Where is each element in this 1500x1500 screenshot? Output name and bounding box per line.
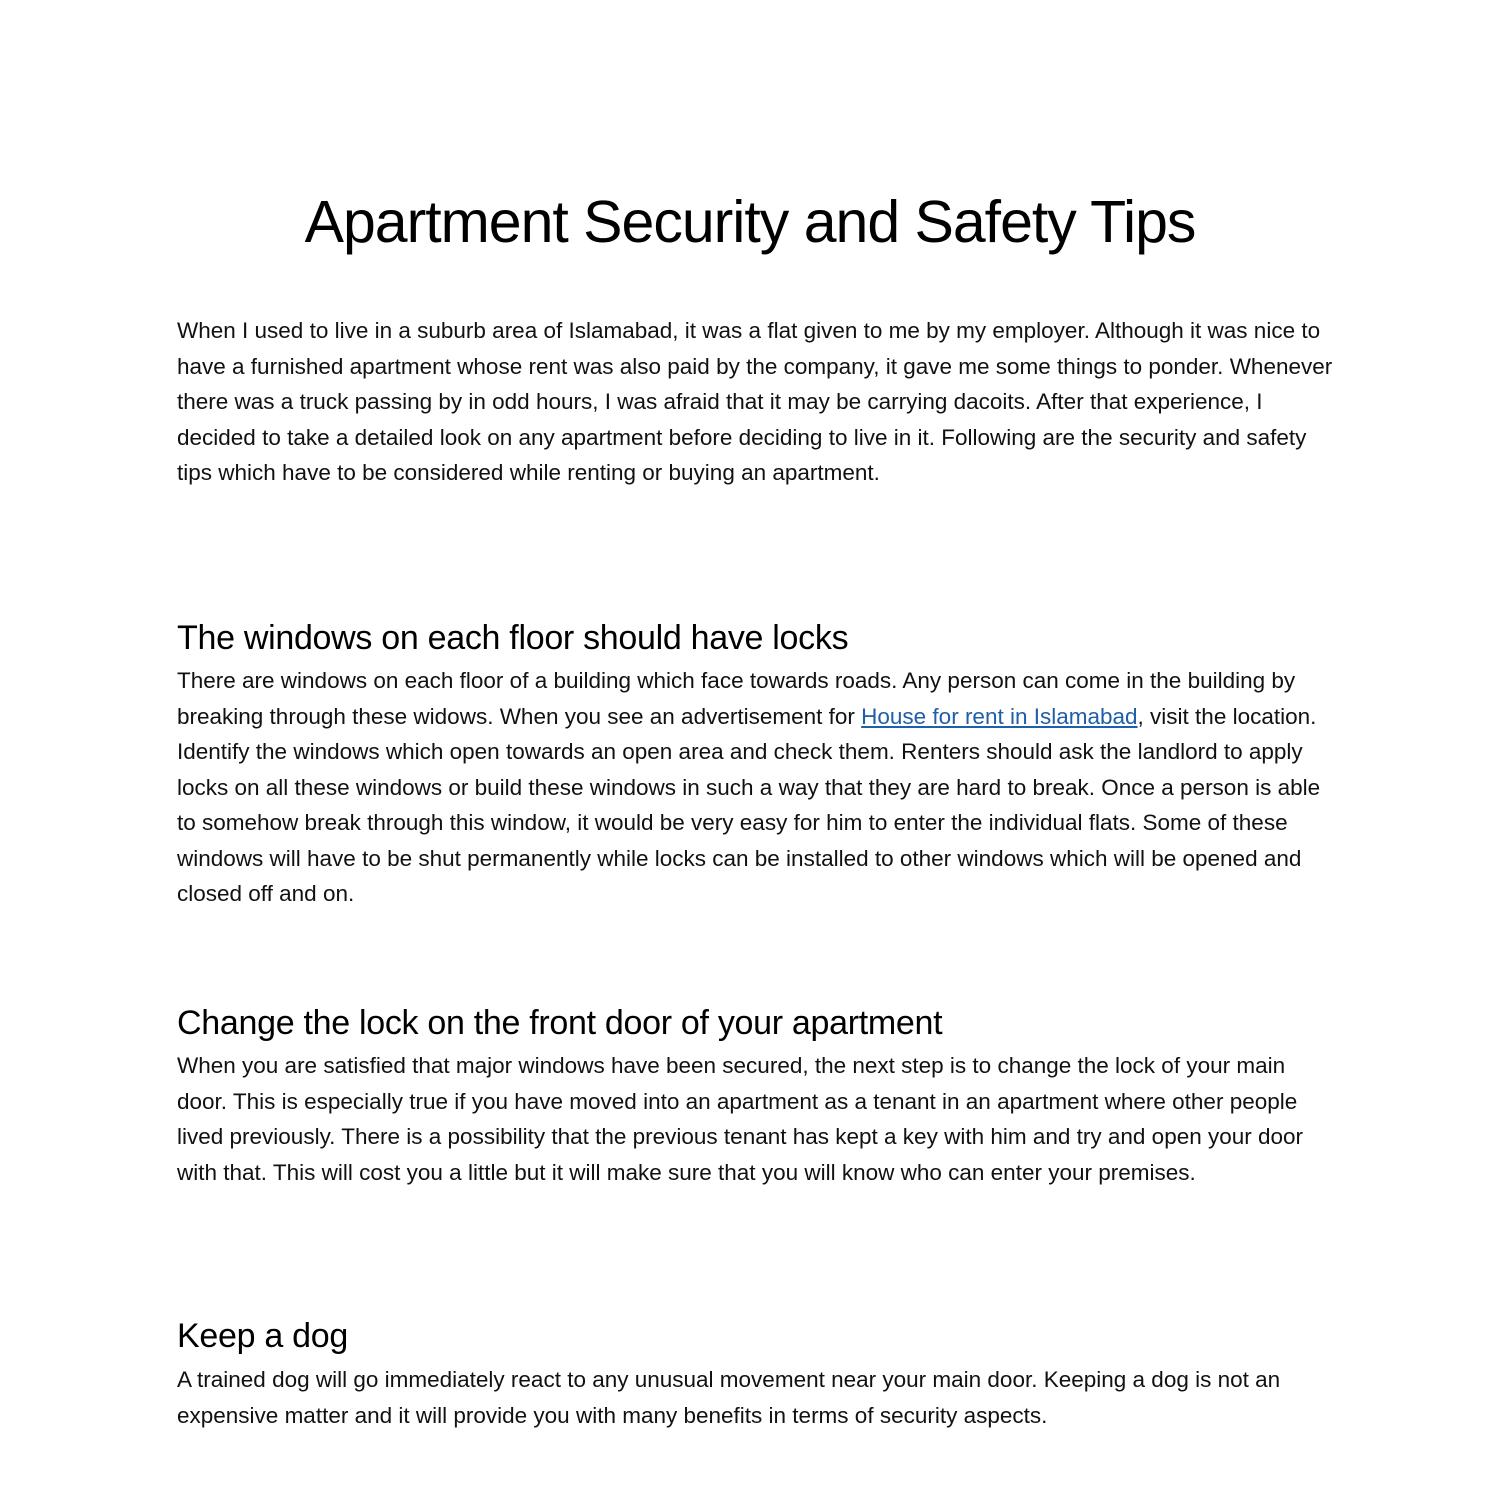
section-body-windows-part2: , visit the location. Identify the windows which open towards an open area and check them. Renters should ask the landlord to apply locks on all these windows or build these windows in such a way that they are hard to break. Once a person is able to somehow break through this window, it would be very easy for him to enter the individual flats. Some of these windows will have to be shut permanently while locks can be installed to other windows which will be opened and closed off and on. xyxy=(177,703,1321,906)
section-body-windows-part1: There are windows on each floor of a building which face towards roads. Any person can come in the building by breaking through these widows. When you see an advertisement for xyxy=(177,668,1296,729)
house-for-rent-link[interactable]: House for rent in Islamabad xyxy=(861,703,1138,729)
section-body-windows xyxy=(177,663,1337,912)
section-heading-dog: Keep a dog xyxy=(177,1317,348,1355)
section-heading-front-door: Change the lock on the front door of your apartment xyxy=(177,1004,943,1042)
section-body-front-door: When you are satisfied that major windows have been secured, the next step is to change the lock of your main door. This is especially true if you have moved into an apartment as a tenant in an apartment where other people lived previously. There is a possibility that the previous tenant has kept a key with him and try and open your door with that. This will cost you a little but it will make sure that you will know who can enter your premises. xyxy=(177,1053,1304,1185)
page-title: Apartment Security and Safety Tips xyxy=(304,189,1196,255)
section-body-dog: A trained dog will go immediately react to any unusual movement near your main door. Keeping a dog is not an expensive matter and it will provide you with many benefits in terms of security aspects. xyxy=(177,1367,1281,1428)
intro-paragraph: When I used to live in a suburb area of Islamabad, it was a flat given to me by my employer. Although it was nice to have a furnished apartment whose rent was also paid by the company, it gave me some things to ponder. Whenever there was a truck passing by in odd hours, I was afraid that it may be carrying dacoits. After that experience, I decided to take a detailed look on any apartment before deciding to live in it. Following are the security and safety tips which have to be considered while renting or buying an apartment. xyxy=(177,318,1333,485)
section-heading-windows: The windows on each floor should have locks xyxy=(177,619,849,657)
